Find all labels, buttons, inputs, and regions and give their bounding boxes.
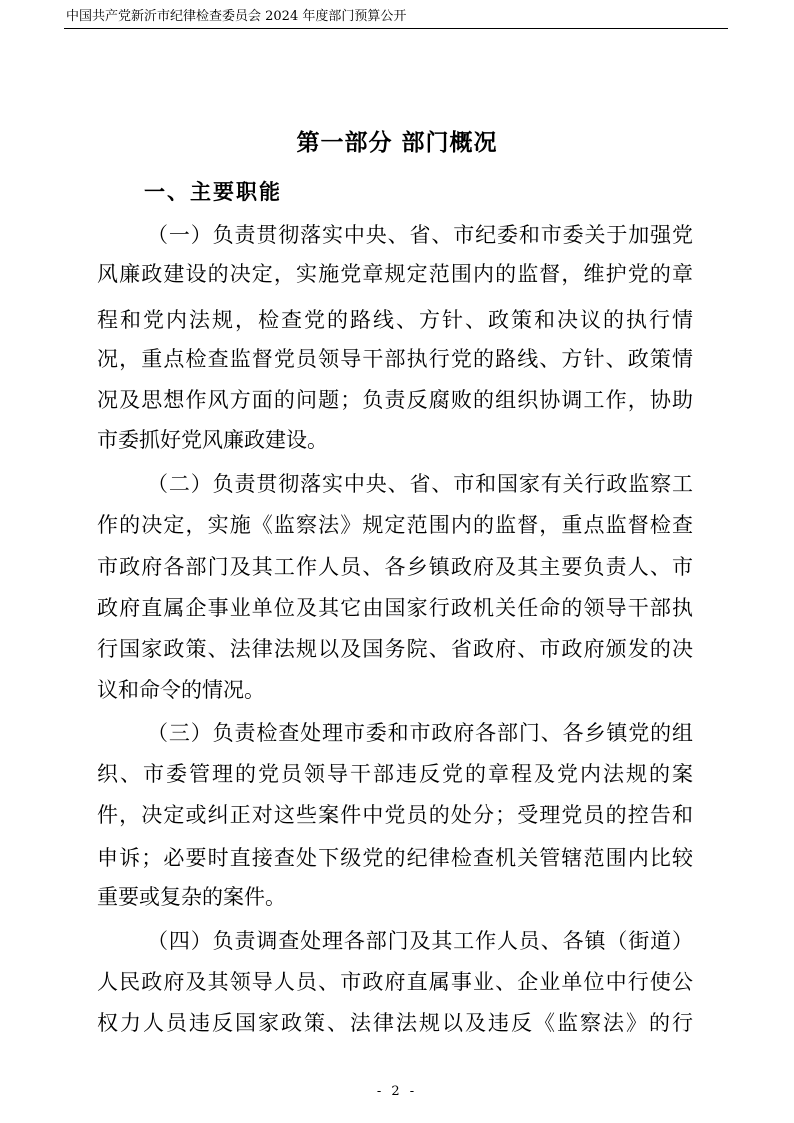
paragraph-line: 市委抓好党风廉政建设。 [97,428,328,452]
paragraph-line: 议和命令的情况。 [97,678,265,702]
paragraph-line: 政府直属企事业单位及其它由国家行政机关任命的领导干部执 [97,596,693,620]
paragraph-line: 况，重点检查监督党员领导干部执行党的路线、方针、政策情 [97,347,693,371]
paragraph-line: 作的决定，实施《监察法》规定范围内的监督，重点监督检查 [97,513,693,537]
paragraph-line: （四）负责调查处理各部门及其工作人员、各镇（街道） [147,929,693,953]
part-title: 第一部分 部门概况 [296,130,498,156]
paragraph-line: 件，决定或纠正对这些案件中党员的处分；受理党员的控告和 [97,803,693,827]
paragraph-line: 重要或复杂的案件。 [97,885,286,909]
header-rule [64,28,728,29]
paragraph-line: 申诉；必要时直接查处下级党的纪律检查机关管辖范围内比较 [97,846,693,870]
running-header: 中国共产党新沂市纪律检查委员会 2024 年度部门预算公开 [66,9,407,24]
page-number: - 2 - [376,1084,418,1099]
paragraph-line: （二）负责贯彻落实中央、省、市和国家有关行政监察工 [147,472,693,496]
paragraph-line: （三）负责检查处理市委和市政府各部门、各乡镇党的组 [147,721,693,745]
paragraph-line: 人民政府及其领导人员、市政府直属事业、企业单位中行使公 [97,970,693,994]
paragraph-line: 程和党内法规，检查党的路线、方针、政策和决议的执行情 [97,308,693,332]
paragraph-line: 权力人员违反国家政策、法律法规以及违反《监察法》的行 [97,1011,693,1035]
paragraph-line: 行国家政策、法律法规以及国务院、省政府、市政府颁发的决 [97,637,693,661]
section-heading: 一、主要职能 [144,180,282,204]
paragraph-line: 风廉政建设的决定，实施党章规定范围内的监督，维护党的章 [97,262,693,286]
paragraph-line: 市政府各部门及其工作人员、各乡镇政府及其主要负责人、市 [97,555,693,579]
paragraph-line: （一）负责贯彻落实中央、省、市纪委和市委关于加强党 [147,223,693,247]
paragraph-line: 织、市委管理的党员领导干部违反党的章程及党内法规的案 [97,762,693,786]
paragraph-line: 况及思想作风方面的问题；负责反腐败的组织协调工作，协助 [97,388,693,412]
